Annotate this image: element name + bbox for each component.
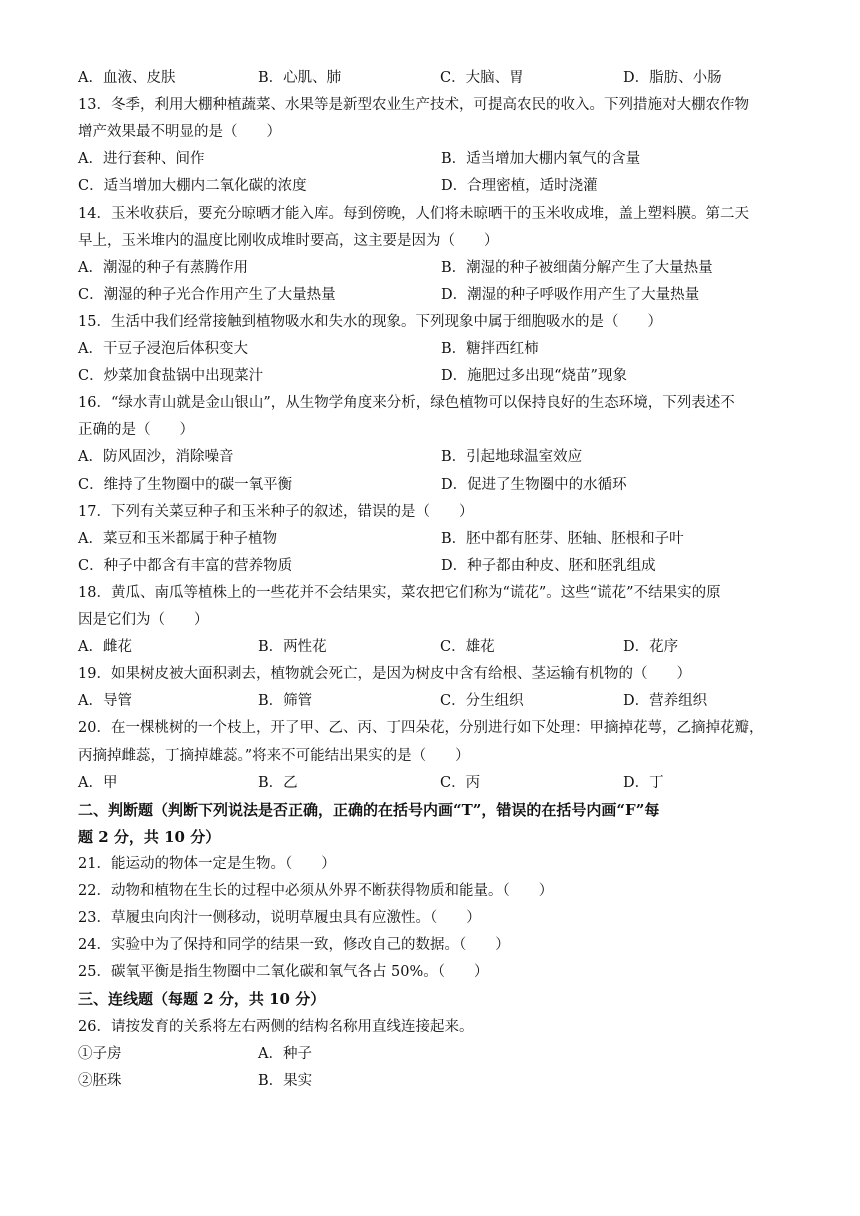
question-text: 24．实验中为了保持和同学的结果一致，修改自己的数据。（ ）	[78, 937, 510, 954]
answer-option: D．营养组织	[623, 693, 708, 710]
answer-option: D．丁	[623, 774, 664, 791]
section-heading: 二、判断题（判断下列说法是否正确，正确的在括号内画“T”，错误的在括号内画“F”每	[78, 800, 660, 819]
answer-option: C．分生组织	[440, 693, 524, 710]
question-text: 17．下列有关菜豆种子和玉米种子的叙述，错误的是（ ）	[78, 503, 474, 520]
answer-option: D．花序	[623, 639, 679, 656]
answer-option: C．种子中都含有丰富的营养物质	[78, 557, 293, 574]
answer-option: D．种子都由种皮、胚和胚乳组成	[441, 557, 656, 574]
answer-option: C．雄花	[440, 639, 495, 656]
match-item: B．果实	[258, 1072, 313, 1089]
answer-option: A．雌花	[78, 639, 132, 656]
answer-option: A．干豆子浸泡后体积变大	[78, 341, 248, 357]
answer-option: D．施肥过多出现“烧苗”现象	[441, 368, 627, 385]
answer-option: A．进行套种、间作	[78, 151, 205, 168]
answer-option: B．糖拌西红柿	[441, 341, 539, 357]
answer-option: C．维持了生物圈中的碳一氧平衡	[78, 476, 293, 493]
answer-option: B．引起地球温室效应	[441, 449, 583, 466]
question-text: 18．黄瓜、南瓜等植株上的一些花并不会结果实，菜农把它们称为“谎花”。这些“谎花”不结果实的原	[78, 584, 721, 601]
answer-option: B．心肌、肺	[258, 70, 342, 86]
answer-option: A．导管	[78, 693, 132, 710]
answer-option: B．潮湿的种子被细菌分解产生了大量热量	[441, 259, 713, 276]
answer-option: D．合理密植，适时浇灌	[441, 178, 598, 195]
answer-option: A．防风固沙，消除噪音	[78, 449, 234, 466]
answer-option: A．甲	[78, 774, 118, 791]
answer-option: B．乙	[258, 774, 298, 791]
question-text: 丙摘掉雌蕊，丁摘掉雄蕊。”将来不可能结出果实的是（ ）	[78, 747, 470, 764]
question-text: 15．生活中我们经常接触到植物吸水和失水的现象。下列现象中属于细胞吸水的是（ ）	[78, 313, 662, 330]
answer-option: A．菜豆和玉米都属于种子植物	[78, 530, 277, 547]
question-text: 正确的是（ ）	[78, 422, 194, 439]
answer-option: D．脂肪、小肠	[623, 70, 722, 86]
question-text: 因是它们为（ ）	[78, 612, 209, 628]
question-text: 增产效果最不明显的是（ ）	[78, 124, 281, 141]
question-text: 26．请按发育的关系将左右两侧的结构名称用直线连接起来。	[78, 1018, 474, 1035]
question-text: 20．在一棵桃树的一个枝上，开了甲、乙、丙、丁四朵花，分别进行如下处理：甲摘掉花萼，乙摘掉花瓣，	[78, 720, 764, 737]
question-text: 16．“绿水青山就是金山银山”，从生物学角度来分析，绿色植物可以保持良好的生态环境，下列表述不	[78, 395, 735, 412]
match-item: ②胚珠	[78, 1072, 122, 1089]
question-text: 21．能运动的物体一定是生物。（ ）	[78, 855, 336, 872]
answer-option: C．炒菜加食盐锅中出现菜汁	[78, 368, 264, 385]
match-item: A．种子	[258, 1045, 312, 1062]
answer-option: B．两性花	[258, 639, 327, 656]
answer-option: A．潮湿的种子有蒸腾作用	[78, 259, 248, 276]
answer-option: C．丙	[440, 774, 481, 791]
answer-option: C．潮湿的种子光合作用产生了大量热量	[78, 286, 336, 303]
answer-option: A．血液、皮肤	[78, 70, 176, 86]
question-text: 14．玉米收获后，要充分晾晒才能入库。每到傍晚，人们将未晾晒干的玉米收成堆，盖上塑料膜。第二天	[78, 205, 749, 222]
question-text: 23．草履虫向肉汁一侧移动，说明草履虫具有应激性。（ ）	[78, 910, 481, 927]
answer-option: B．胚中都有胚芽、胚轴、胚根和子叶	[441, 530, 684, 547]
section-heading: 三、连线题（每题 2 分，共 10 分）	[78, 990, 326, 1009]
question-text: 19．如果树皮被大面积剥去，植物就会死亡，是因为树皮中含有给根、茎运输有机物的（ ）	[78, 666, 691, 683]
question-text: 13．冬季，利用大棚种植蔬菜、水果等是新型农业生产技术，可提高农民的收入。下列措施对大棚农作物	[78, 97, 749, 114]
question-text: 22．动物和植物在生长的过程中必须从外界不断获得物质和能量。（ ）	[78, 883, 554, 899]
answer-option: D．潮湿的种子呼吸作用产生了大量热量	[441, 286, 700, 303]
answer-option: C．适当增加大棚内二氧化碳的浓度	[78, 178, 307, 195]
section-heading: 题 2 分，共 10 分）	[78, 827, 221, 846]
answer-option: B．适当增加大棚内氧气的含量	[441, 151, 641, 168]
question-text: 25．碳氧平衡是指生物圈中二氧化碳和氧气各占 50%。（ ）	[78, 964, 489, 981]
answer-option: D．促进了生物圈中的水循环	[441, 476, 627, 493]
question-text: 早上，玉米堆内的温度比刚收成堆时要高，这主要是因为（ ）	[78, 232, 499, 249]
answer-option: C．大脑、胃	[440, 70, 524, 86]
match-item: ①子房	[78, 1045, 122, 1062]
answer-option: B．筛管	[258, 693, 313, 710]
